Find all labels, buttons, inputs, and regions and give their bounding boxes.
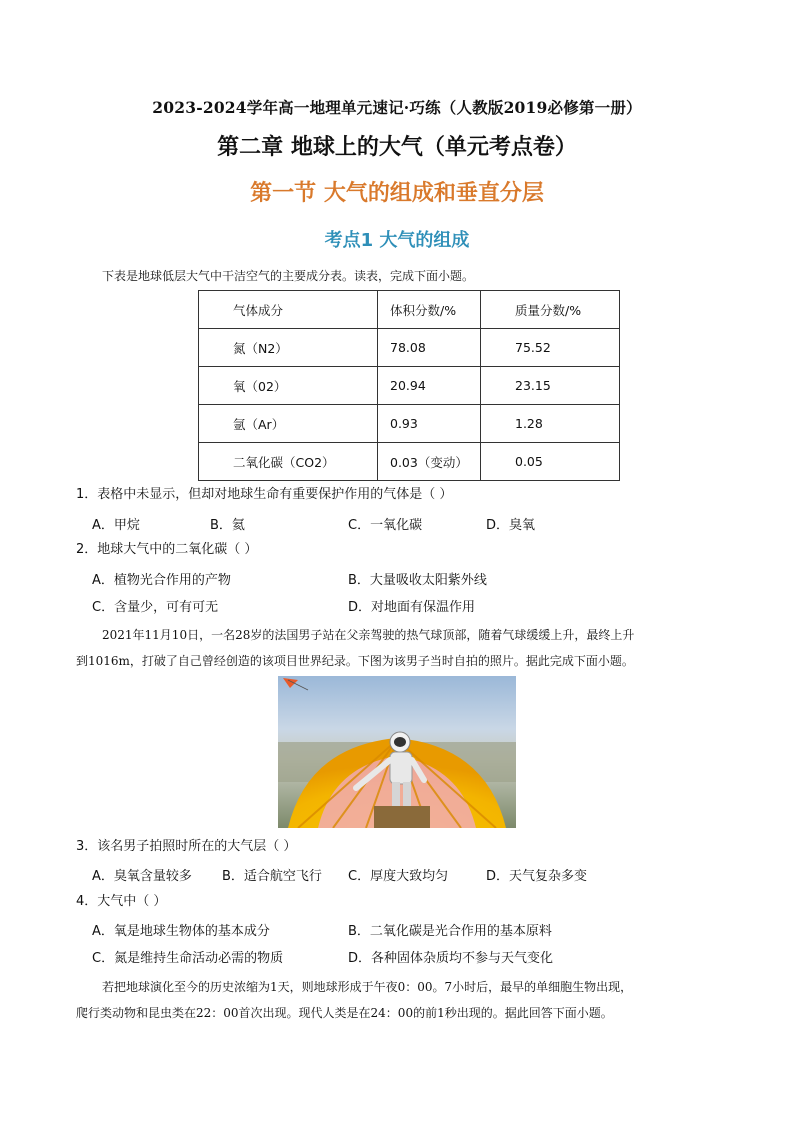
question-4-option-b[interactable]: B．二氧化碳是光合作用的基本原料 xyxy=(348,924,552,939)
table-cell: 0.03（变动） xyxy=(378,443,481,481)
passage-3-line-2: 爬行类动物和昆虫类在22：00首次出现。现代人类是在24：00的前1秒出现的。据此回答下面小题。 xyxy=(76,1006,613,1020)
section-title: 第一节 大气的组成和垂直分层 xyxy=(250,181,544,206)
table-row xyxy=(199,443,620,481)
passage-2-line-2: 到1016m，打破了自己曾经创造的该项目世界纪录。下图为该男子当时自拍的照片。据此完成下面小题。 xyxy=(76,654,634,668)
table-cell: 二氧化碳（CO2） xyxy=(199,443,378,481)
question-1-option-a[interactable]: A．甲烷 xyxy=(92,518,140,533)
table-cell: 78.08 xyxy=(378,329,481,367)
table-row xyxy=(199,329,620,367)
question-1-stem: 1．表格中未显示，但却对地球生命有重要保护作用的气体是（ ） xyxy=(76,487,453,502)
table-cell: 氩（Ar） xyxy=(199,405,378,443)
table-cell: 0.93 xyxy=(378,405,481,443)
question-2-option-b[interactable]: B．大量吸收太阳紫外线 xyxy=(348,573,487,588)
question-2-option-c[interactable]: C．含量少，可有可无 xyxy=(92,600,219,615)
table-cell: 23.15 xyxy=(481,367,620,405)
question-3-option-d[interactable]: D．天气复杂多变 xyxy=(486,869,588,884)
table-cell: 75.52 xyxy=(481,329,620,367)
series-title: 2023-2024学年高一地理单元速记·巧练（人教版2019必修第一册） xyxy=(152,98,642,117)
passage-2-line-1: 2021年11月10日，一名28岁的法国男子站在父亲驾驶的热气球顶部，随着气球缓缓上升，最终上升 xyxy=(102,628,635,642)
question-4-option-c[interactable]: C．氮是维持生命活动必需的物质 xyxy=(92,951,284,966)
exam-point-title: 考点1 大气的组成 xyxy=(324,230,470,251)
table-cell: 1.28 xyxy=(481,405,620,443)
question-3-stem: 3．该名男子拍照时所在的大气层（ ） xyxy=(76,839,297,854)
question-4-option-a[interactable]: A．氧是地球生物体的基本成分 xyxy=(92,924,270,939)
table-row xyxy=(199,367,620,405)
gas-composition-table xyxy=(198,290,620,481)
question-4-option-d[interactable]: D．各种固体杂质均不参与天气变化 xyxy=(348,951,554,966)
table-header-row xyxy=(199,291,620,329)
balloon-selfie-photo xyxy=(278,676,516,828)
question-1-option-c[interactable]: C．一氧化碳 xyxy=(348,518,423,533)
chapter-title: 第二章 地球上的大气（单元考点卷） xyxy=(217,135,577,160)
question-3-option-b[interactable]: B．适合航空飞行 xyxy=(222,869,322,884)
question-4-stem: 4．大气中（ ） xyxy=(76,894,167,909)
question-2-option-d[interactable]: D．对地面有保温作用 xyxy=(348,600,476,615)
question-3-option-a[interactable]: A．臭氧含量较多 xyxy=(92,869,192,884)
table-header-cell: 体积分数/% xyxy=(378,291,481,329)
table-cell: 氧（02） xyxy=(199,367,378,405)
table-cell: 0.05 xyxy=(481,443,620,481)
table-cell: 20.94 xyxy=(378,367,481,405)
table-cell: 氮（N2） xyxy=(199,329,378,367)
table-header-cell: 气体成分 xyxy=(199,291,378,329)
question-1-option-d[interactable]: D．臭氧 xyxy=(486,518,536,533)
table-header-cell: 质量分数/% xyxy=(481,291,620,329)
question-1-option-b[interactable]: B．氦 xyxy=(210,518,245,533)
question-2-stem: 2．地球大气中的二氧化碳（ ） xyxy=(76,542,258,557)
question-3-option-c[interactable]: C．厚度大致均匀 xyxy=(348,869,449,884)
question-2-option-a[interactable]: A．植物光合作用的产物 xyxy=(92,573,231,588)
passage-3-line-1: 若把地球演化至今的历史浓缩为1天，则地球形成于午夜0：00。7小时后，最早的单细胞生物出现， xyxy=(102,980,633,994)
table-intro: 下表是地球低层大气中干洁空气的主要成分表。读表，完成下面小题。 xyxy=(102,269,475,283)
table-row xyxy=(199,405,620,443)
